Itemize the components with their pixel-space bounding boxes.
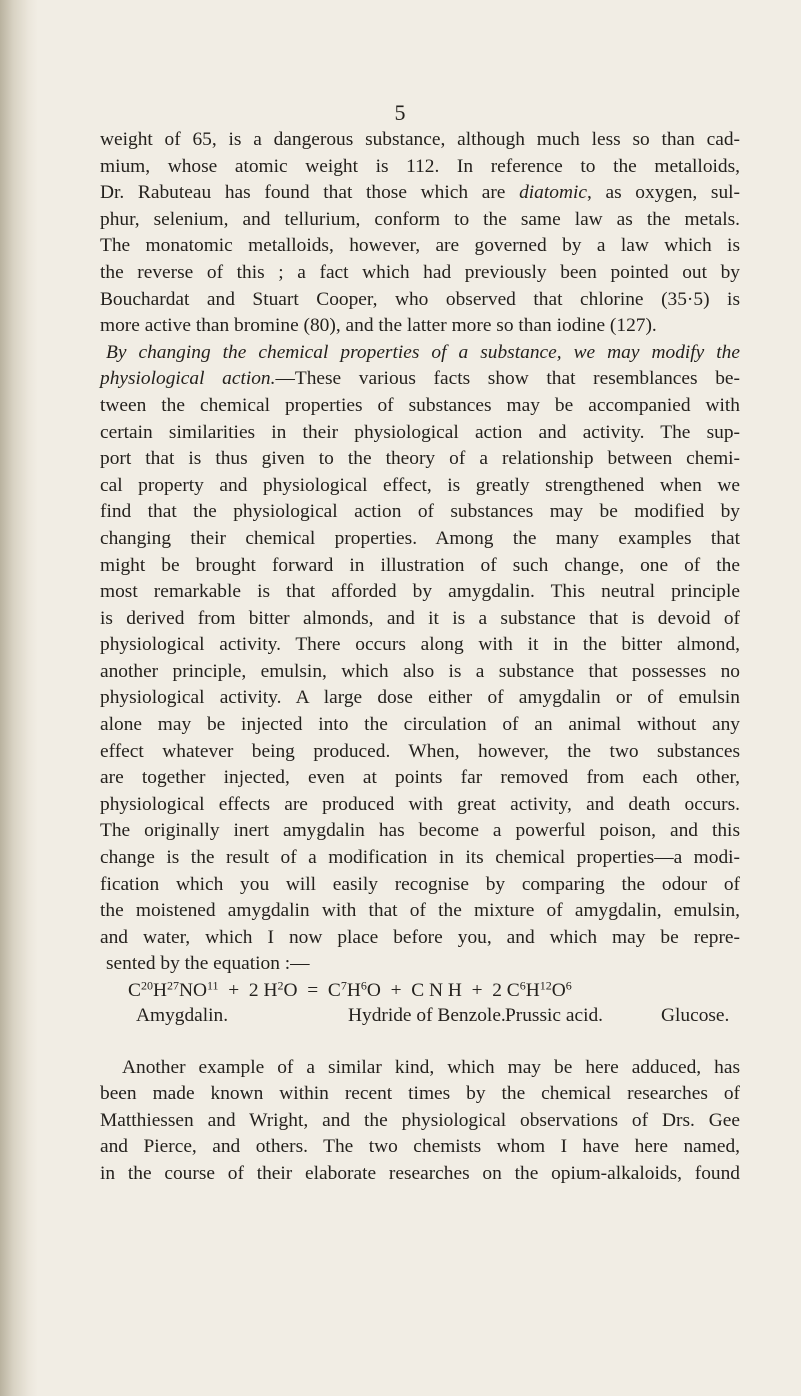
text-line: more active than bromine (80), and the latter more so than iodine (127). (100, 315, 657, 337)
text-line (100, 366, 740, 393)
text-line: Dr. Rabuteau has found that those which are diatomic, as oxygen, sul- (100, 182, 740, 204)
italic-term: diatomic (519, 182, 587, 204)
section-heading-italic: By changing the chemical properties of a substance, we may modify the (106, 341, 740, 363)
text-line: the reverse of this ; a fact which had previously been pointed out by (100, 261, 740, 283)
text-line: and Pierce, and others. The two chemists whom I have here named, (100, 1136, 740, 1158)
benzaldehyde-formula: $C^7H^6O$ (327, 978, 381, 1001)
text-line: effect whatever being produced. When, however, the two substances (100, 740, 740, 762)
page-number: 5 (394, 100, 407, 125)
equation-labels (100, 1005, 740, 1049)
text-line: are together injected, even at points far removed from each other, (100, 767, 740, 789)
text-line: port that is thus given to the theory of a relationship between chemi- (100, 448, 740, 470)
text-line: changing their chemical properties. Among the many examples that (100, 527, 740, 549)
text-line: Another example of a similar kind, which may be here adduced, has (122, 1056, 740, 1078)
page-gutter-shadow (0, 0, 38, 1396)
text-line (106, 342, 740, 363)
paragraph-matthiessen (100, 1055, 740, 1188)
text-line: in the course of their elaborate researches on the opium-alkaloids, found (100, 1162, 740, 1184)
amygdalin-formula: $C^{20}H^{27}NO^{11}$ (128, 978, 219, 1001)
paragraph-metalloids (100, 127, 740, 340)
text-line: fication which you will easily recognise by comparing the odour of (100, 873, 740, 895)
text-line: cal property and physiological effect, is greatly strengthened when we (100, 474, 740, 496)
text-line: alone may be injected into the circulation of an animal without any (100, 714, 740, 736)
plus-sign: + (390, 980, 402, 1001)
text-line: might be brought forward in illustration of such change, one of the (100, 554, 740, 576)
text-line: physiological action.—These various facts show that resemblances be- (100, 368, 740, 390)
paragraph-chemical-properties (100, 340, 740, 978)
text-line: physiological activity. A large dose either of amygdalin or of emulsin (100, 687, 740, 709)
text-line: Bouchardat and Stuart Cooper, who observed that chlorine (35·5) is (100, 288, 740, 310)
label-glucose: Glucose. (661, 1004, 730, 1026)
label-prussic-acid: Prussic acid. (505, 1004, 604, 1026)
equals-sign: = (307, 980, 319, 1001)
equation-formula (100, 978, 740, 1005)
text-line: change is the result of a modification in its chemical properties—a modi- (100, 847, 740, 869)
text-line: The monatomic metalloids, however, are governed by a law which is (100, 235, 740, 257)
text-line: mium, whose atomic weight is 112. In reference to the metalloids, (100, 155, 740, 177)
water-formula: 2 $H^2O$ (248, 978, 298, 1001)
text-line: physiological activity. There occurs along with it in the bitter almond, (100, 634, 740, 656)
prussic-acid-formula: C N H (411, 980, 462, 1001)
text-line: physiological effects are produced with great activity, and death occurs. (100, 793, 740, 815)
glucose-formula: 2 $C^6H^{12}O^6$ (492, 978, 572, 1001)
body-text (100, 127, 740, 1188)
text-line: The originally inert amygdalin has become a powerful poison, and this (100, 820, 740, 842)
text-line: been made known within recent times by the chemical researches of (100, 1083, 740, 1105)
text-line: most remarkable is that afforded by amygdalin. This neutral principle (100, 581, 740, 603)
text-line: sented by the equation :— (106, 953, 310, 975)
plus-sign: + (471, 980, 483, 1001)
text-line: the moistened amygdalin with that of the mixture of amygdalin, emulsin, (100, 900, 740, 922)
text-line: and water, which I now place before you, and which may be repre- (100, 926, 740, 948)
text-line: certain similarities in their physiological action and activity. The sup- (100, 421, 740, 443)
text-line: another principle, emulsin, which also is a substance that possesses no (100, 660, 740, 682)
text-line: find that the physiological action of substances may be modified by (100, 501, 740, 523)
label-amygdalin: Amygdalin. (136, 1004, 229, 1026)
label-hydride-of-benzole: Hydride of Benzole. (348, 1004, 506, 1026)
text-line: Matthiessen and Wright, and the physiological observations of Drs. Gee (100, 1109, 740, 1131)
section-heading-italic: physiological action. (100, 368, 276, 390)
text-line: weight of 65, is a dangerous substance, although much less so than cad- (100, 129, 740, 150)
plus-sign: + (228, 980, 240, 1001)
chemical-equation (100, 978, 740, 1049)
text-line: is derived from bitter almonds, and it is a substance that is devoid of (100, 607, 740, 629)
text-line-with-heading (100, 340, 740, 367)
text-line: tween the chemical properties of substances may be accompanied with (100, 394, 740, 416)
text-line: phur, selenium, and tellurium, conform to the same law as the metals. (100, 208, 740, 230)
